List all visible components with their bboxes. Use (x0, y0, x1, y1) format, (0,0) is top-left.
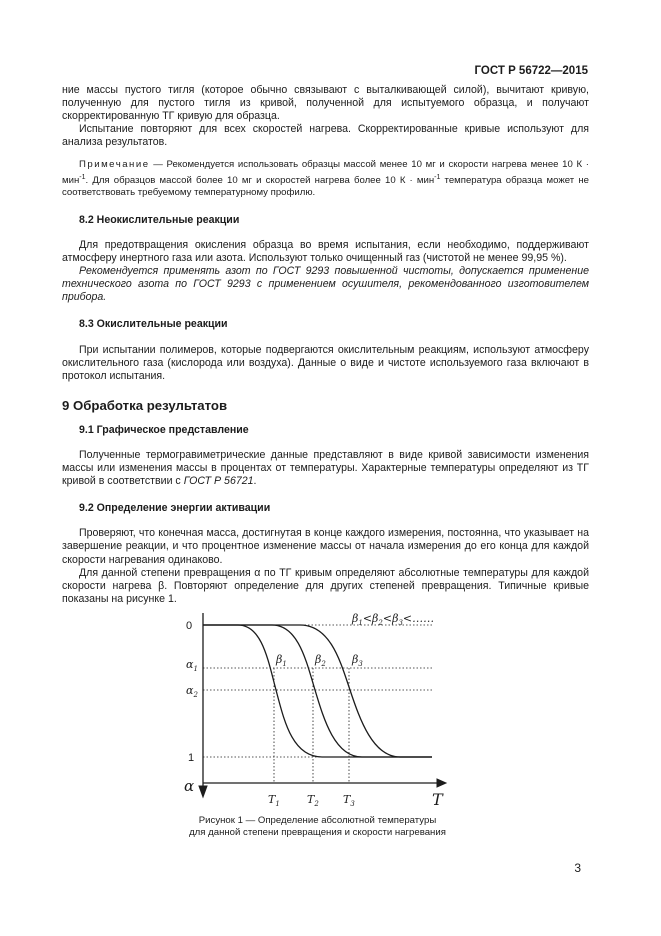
section-heading-8-2: 8.2 Неокислительные реакции (79, 213, 240, 226)
curve-label: $\beta_2$ (315, 653, 326, 668)
note-label: Примечание (79, 159, 150, 171)
section-heading-8-3: 8.3 Окислительные реакции (79, 318, 228, 331)
x-tick-label: $T_2$ (307, 793, 319, 808)
note: Примечание — Рекомендуется использовать образцы массой менее 10 мг и скорости нагрева менее 10 К · мин$^{-1}$. Для образцов массой более 10 мг и скоростей нагрева более 10 К · мин$^{-1}$ температура образца может не соответствовать требуемому температурному профилю. (62, 159, 589, 199)
paragraph: Для данной степени превращения α по ТГ кривым определяют абсолютные температуры для каждой скорости нагрева β. Повторяют определение для других степеней превращения. Типичные кривые показаны на рисунке 1. (62, 566, 589, 605)
x-tick-label: $T_3$ (343, 793, 355, 808)
y-tick-label: $\alpha_1$ (186, 658, 198, 673)
paragraph: Полученные термогравиметрические данные представляют в виде кривой зависимости изменения массы или изменения массы в процентах от температуры. Характерные температуры определяют из ТГ кривой в соответствии с ГОСТ Р 56721. (62, 449, 589, 488)
paragraph: Рекомендуется применять азот по ГОСТ 9293 повышенной чистоты, допускается применение технического азота по ГОСТ 9293 с применением осушителя, рекомендованного изготовителем прибора. (62, 265, 589, 304)
document-header: ГОСТ Р 56722—2015 (474, 65, 588, 77)
x-axis-arrow (437, 779, 446, 787)
paragraph: Для предотвращения окисления образца во время испытания, если необходимо, поддерживают атмосферу инертного газа или азота. Используют только очищенный газ (чистотой не менее 99,95 %). (62, 238, 589, 265)
legend: $\beta_1<\beta_2<\beta_3<\dots\dots$ (352, 612, 435, 627)
paragraph: Проверяют, что конечная масса, достигнутая в конце каждого измерения, постоянна, что указывает на завершение реакции, и что процентное изменение массы от начала измерения до его конца для каждой скорости нагревания одинаково. (62, 527, 589, 566)
x-axis-label: T (432, 790, 443, 809)
standard-reference: ГОСТ Р 56721 (183, 475, 254, 488)
y-axis-arrow (199, 786, 207, 797)
x-tick-label: $T_1$ (268, 793, 280, 808)
tg-curve-beta3 (203, 625, 432, 757)
paragraph: ние массы пустого тигля (которое обычно связывают с выталкивающей силой), вычитают кривую, полученную для пустого тигля из кривой, полученной для испытуемого образца, и получают скорректированную ТГ кривую для образца. (62, 84, 589, 123)
section-heading-9-1: 9.1 Графическое представление (79, 423, 249, 436)
y-axis-label: α (184, 777, 195, 795)
curve-label: $\beta_1$ (276, 653, 287, 668)
curve-label: $\beta_3$ (352, 653, 363, 668)
section-heading-9-2: 9.2 Определение энергии активации (79, 502, 271, 515)
page-number: 3 (574, 861, 581, 875)
y-tick-label: 1 (188, 752, 195, 764)
y-tick-label: $\alpha_2$ (186, 684, 198, 699)
section-heading-9: 9 Обработка результатов (62, 397, 228, 413)
paragraph: Испытание повторяют для всех скоростей нагрева. Скорректированные кривые используют для анализа результатов. (62, 123, 589, 149)
tg-curve-beta1 (203, 625, 432, 757)
tg-curve-beta2 (203, 625, 432, 757)
y-tick-label: 0 (186, 620, 193, 632)
paragraph: При испытании полимеров, которые подвергаются окислительным реакциям, используют атмосферу окислительного газа (кислорода или воздуха). Данные о виде и чистоте используемого газа включают в протокол испытания. (62, 343, 589, 382)
figure-caption: Рисунок 1 — Определение абсолютной температуры для данной степени превращения и скорости нагревания (189, 815, 446, 839)
